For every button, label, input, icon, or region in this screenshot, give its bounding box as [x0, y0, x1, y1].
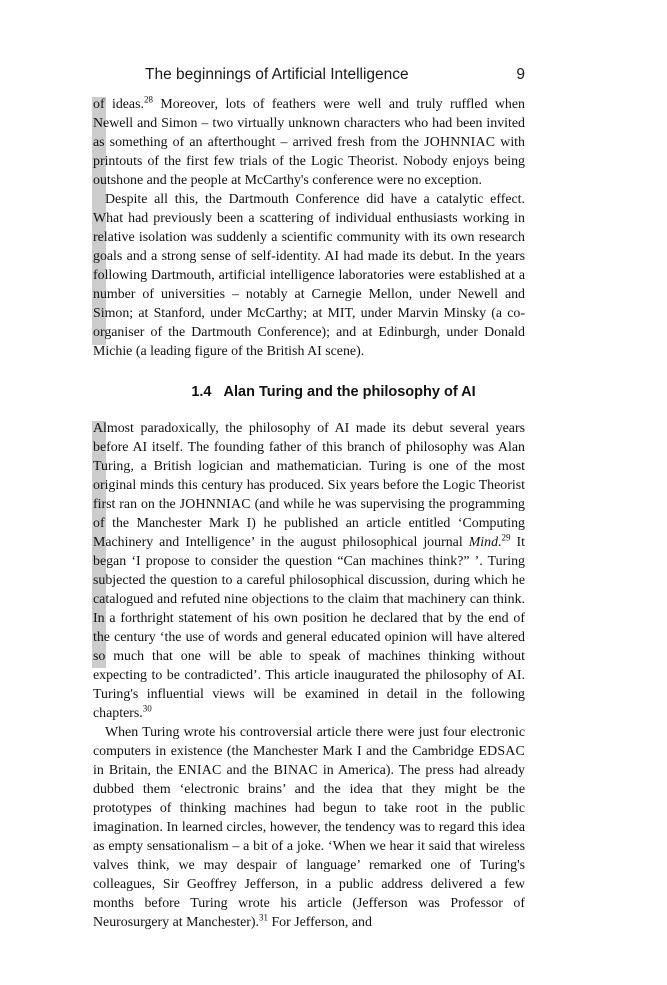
page-number: 9: [516, 66, 525, 83]
section-title: Alan Turing and the philosophy of AI: [223, 384, 476, 400]
running-head: [125, 66, 525, 88]
text-block-upper: [93, 95, 525, 361]
paragraph: Almost paradoxically, the philosophy of AI made its debut several years before AI itself. The founding father of this branch of philosophy was Alan Turing, a British logician and mathematician. Turing is one of the most original minds this century has produced. Six years before the Logic Theorist first ran on the JOHNNIAC (and while he was supervising the programming of the Manchester Mark I) he published an article entitled ‘Computing Machinery and Intelligence’ in the august philosophical journal Mind.$^{29}$ It began ‘I propose to consider the question “Can machines think?” ’. Turing subjected the question to a careful philosophical discussion, during which he catalogued and refuted nine objections to the claim that machinery can think. In a forthright statement of his own position he declared that by the end of the century ‘the use of words and general educated opinion will have altered so much that one will be able to speak of machines thinking without expecting to be contradicted’. This article inaugurated the philosophy of AI. Turing's influential views will be examined in detail in the following chapters.$^{30}$: [93, 421, 525, 721]
section-heading: [0, 384, 667, 400]
footnote-ref: 29: [501, 532, 511, 543]
paragraph: When Turing wrote his controversial article there were just four electronic computers in existence (the Manchester Mark I and the Cambridge EDSAC in Britain, the ENIAC and the BINAC in America). The press had already dubbed them ‘electronic brains’ and the idea that they might be the prototypes of thinking machines had begun to take root in the public imagination. In learned circles, however, the tendency was to regard this idea as empty sensationalism – a bit of a joke. ‘When we hear it said that wireless valves think, we may despair of language’ remarked one of Turing's colleagues, Sir Geoffrey Jefferson, in a public address delivered a few months before Turing wrote his article (Jefferson was Professor of Neurosurgery at Manchester).$^{31}$ For Jefferson, and: [93, 725, 525, 930]
text-block-lower: [93, 419, 525, 932]
footnote-ref: 30: [142, 703, 152, 714]
journal-title: Mind: [468, 535, 499, 550]
footnote-ref: 28: [143, 94, 153, 105]
running-title: The beginnings of Artificial Intelligence: [145, 66, 409, 83]
paragraph: Despite all this, the Dartmouth Conference did have a catalytic effect. What had previously been a scattering of individual enthusiasts working in relative isolation was suddenly a scientific community with its own research goals and a strong sense of self-identity. AI had made its debut. In the years following Dartmouth, artificial intelligence laboratories were established at a number of universities – notably at Carnegie Mellon, under Newell and Simon; at Stanford, under McCarthy; at MIT, under Marvin Minsky (a co-organiser of the Dartmouth Conference); and at Edinburgh, under Donald Michie (a leading figure of the British AI scene).: [93, 192, 525, 359]
paragraph: of ideas.$^{28}$ Moreover, lots of feathers were well and truly ruffled when Newell and Simon – two virtually unknown characters who had been invited as something of an afterthought – arrived fresh from the JOHNNIAC with printouts of the first few trials of the Logic Theorist. Nobody enjoys being outshone and the people at McCarthy's conference were no exception.: [93, 94, 525, 188]
section-number: 1.4: [191, 384, 212, 400]
footnote-ref: 31: [258, 912, 268, 923]
